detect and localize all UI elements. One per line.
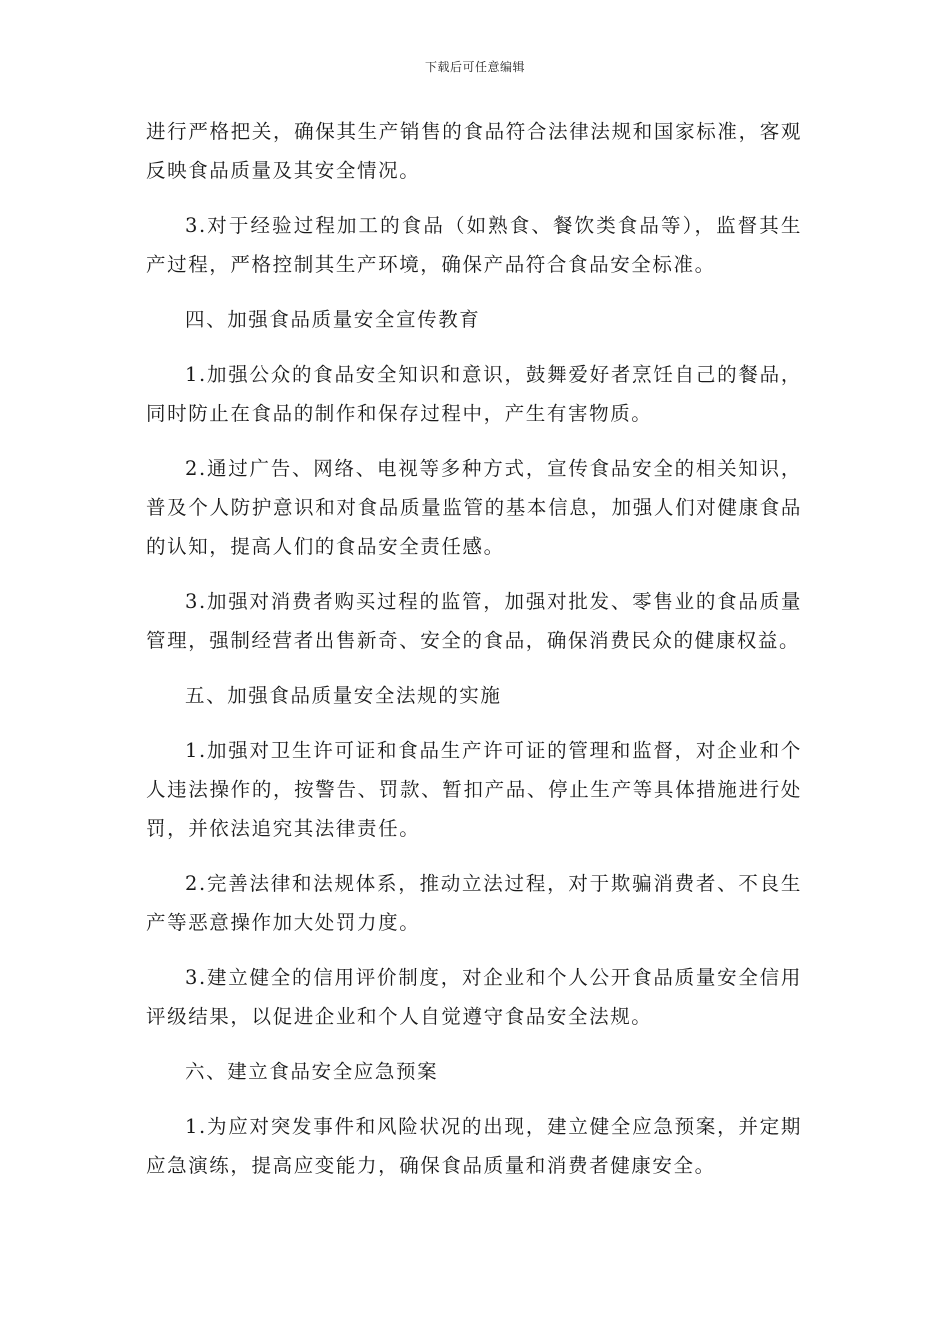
paragraph: 3.加强对消费者购买过程的监管，加强对批发、零售业的食品质量管理，强制经营者出售新奇、安全的食品，确保消费民众的健康权益。 bbox=[146, 590, 802, 652]
paragraph: 2.完善法律和法规体系，推动立法过程，对于欺骗消费者、不良生产等恶意操作加大处罚力度。 bbox=[146, 872, 802, 934]
paragraph: 3.对于经验过程加工的食品（如熟食、餐饮类食品等），监督其生产过程，严格控制其生产环境，确保产品符合食品安全标准。 bbox=[146, 214, 802, 276]
paragraph: 1.加强公众的食品安全知识和意识，鼓舞爱好者烹饪自己的餐品，同时防止在食品的制作和保存过程中，产生有害物质。 bbox=[146, 363, 802, 425]
paragraph: 3.建立健全的信用评价制度，对企业和个人公开食品质量安全信用评级结果，以促进企业和个人自觉遵守食品安全法规。 bbox=[146, 966, 802, 1028]
page-header: 下载后可任意编辑 bbox=[424, 60, 525, 74]
section-heading: 四、加强食品质量安全宣传教育 bbox=[185, 308, 481, 331]
paragraph: 1.加强对卫生许可证和食品生产许可证的管理和监督，对企业和个人违法操作的，按警告、罚款、暂扣产品、停止生产等具体措施进行处罚，并依法追究其法律责任。 bbox=[146, 739, 802, 840]
paragraph: 1.为应对突发事件和风险状况的出现，建立健全应急预案，并定期应急演练，提高应变能力，确保食品质量和消费者健康安全。 bbox=[146, 1115, 802, 1177]
section-heading: 六、建立食品安全应急预案 bbox=[185, 1060, 439, 1083]
section-heading: 五、加强食品质量安全法规的实施 bbox=[185, 684, 502, 707]
paragraph: 2.通过广告、网络、电视等多种方式，宣传食品安全的相关知识，普及个人防护意识和对食品质量监管的基本信息，加强人们对健康食品的认知，提高人们的食品安全责任感。 bbox=[146, 457, 802, 558]
paragraph-continued: 进行严格把关，确保其生产销售的食品符合法律法规和国家标准，客观反映食品质量及其安全情况。 bbox=[146, 120, 802, 182]
document-body bbox=[146, 112, 802, 1185]
